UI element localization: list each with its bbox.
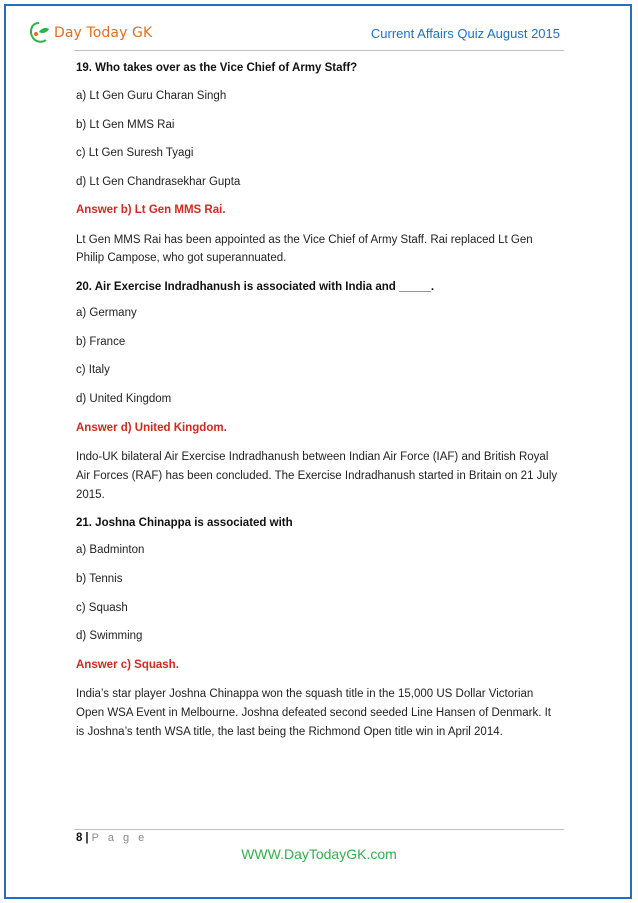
explanation-20-line1: Indo-UK bilateral Air Exercise Indradhanush between Indian Air Force (IAF) and British Royal: [76, 451, 549, 463]
page-number: [76, 832, 147, 844]
option-20a: a) Germany: [76, 307, 137, 319]
leaf-swirl-icon: [26, 20, 52, 46]
answer-21: Answer c) Squash.: [76, 659, 179, 671]
explanation-21-line3: is Joshna’s tenth WSA title, the last being the Richmond Open title win in April 2014.: [76, 726, 503, 738]
option-20b: b) France: [76, 336, 126, 348]
explanation-20-line3: 2015.: [76, 489, 105, 501]
explanation-20-line2: Air Forces (RAF) has been concluded. The Exercise Indradhanush started in Britain on 21 July: [76, 470, 558, 482]
logo-text: Day Today GK: [54, 25, 153, 41]
question-20: 20. Air Exercise Indradhanush is associated with India and _____.: [76, 281, 435, 293]
page-number-value: 8: [76, 832, 83, 844]
option-20d: d) United Kingdom: [76, 393, 172, 405]
question-19: 19. Who takes over as the Vice Chief of Army Staff?: [76, 62, 358, 74]
header-divider: [74, 50, 564, 51]
answer-20: Answer d) United Kingdom.: [76, 422, 227, 434]
explanation-21-line2: Open WSA Event in Melbourne. Joshna defeated second seeded Line Hansen of Denmark. It: [76, 707, 551, 719]
option-20c: c) Italy: [76, 364, 110, 376]
option-19c: c) Lt Gen Suresh Tyagi: [76, 147, 194, 159]
option-19d: d) Lt Gen Chandrasekhar Gupta: [76, 176, 241, 188]
answer-19: Answer b) Lt Gen MMS Rai.: [76, 204, 226, 216]
option-19b: b) Lt Gen MMS Rai: [76, 119, 175, 131]
option-21c: c) Squash: [76, 602, 128, 614]
option-19a: a) Lt Gen Guru Charan Singh: [76, 90, 227, 102]
option-21d: d) Swimming: [76, 630, 143, 642]
option-21a: a) Badminton: [76, 544, 145, 556]
option-21b: b) Tennis: [76, 573, 123, 585]
footer-divider: [74, 829, 564, 830]
website-link[interactable]: WWW.DayTodayGK.com: [241, 846, 397, 862]
explanation-19-line1: Lt Gen MMS Rai has been appointed as the Vice Chief of Army Staff. Rai replaced Lt Gen: [76, 234, 533, 246]
page-word: P a g e: [91, 832, 148, 844]
site-logo: [26, 20, 152, 46]
document-title: Current Affairs Quiz August 2015: [370, 26, 560, 41]
explanation-19-line2: Philip Campose, who got superannuated.: [76, 252, 287, 264]
question-21: 21. Joshna Chinappa is associated with: [76, 517, 293, 529]
explanation-21-line1: India’s star player Joshna Chinappa won the squash title in the 15,000 US Dollar Victorian: [76, 688, 534, 700]
page-separator: |: [85, 832, 89, 844]
